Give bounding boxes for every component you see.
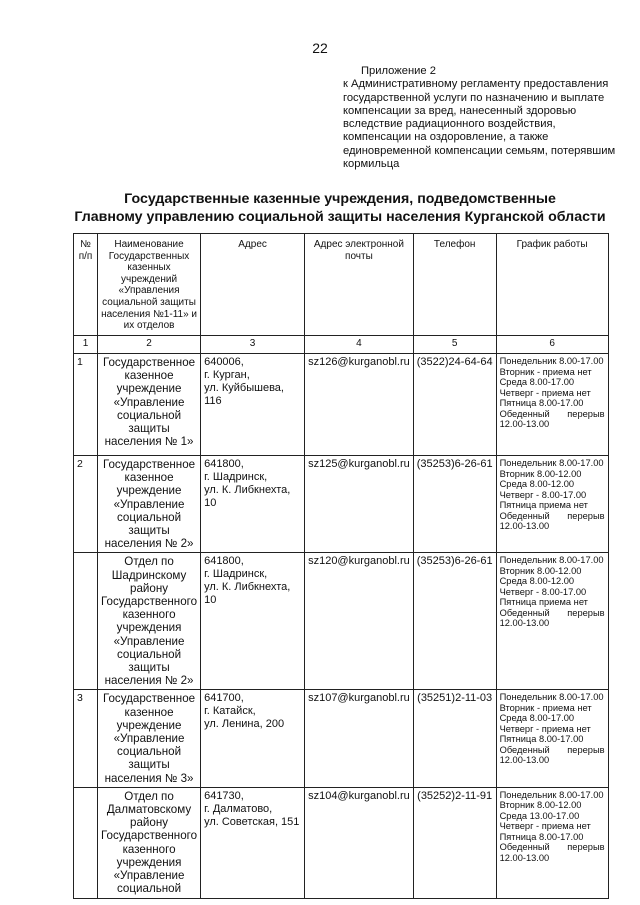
appendix-block — [343, 65, 633, 171]
appendix-line: вследствие радиационного воздействия, — [343, 118, 556, 131]
phone-cell: (35253)6-26-61 — [413, 553, 496, 690]
address-cell — [201, 456, 305, 553]
address-cell — [201, 354, 305, 456]
column-number: 4 — [305, 336, 414, 354]
lunch-time: 12.00-13.00 — [499, 618, 550, 629]
schedule-line: Вторник - приема нет — [499, 702, 592, 713]
table-header-row — [74, 234, 609, 336]
row-number — [74, 787, 98, 898]
table-row — [74, 456, 609, 553]
break-word: перерыв — [567, 842, 605, 853]
column-number: 2 — [98, 336, 201, 354]
schedule-line: Среда 8.00-17.00 — [499, 377, 575, 387]
schedule-line: Понедельник 8.00-17.00 — [499, 789, 604, 800]
institution-name: Государственное казенное учреждение «Управление социальной защиты населения № 1» — [98, 354, 201, 456]
table-row — [74, 354, 609, 456]
header-phone: Телефон — [413, 234, 496, 336]
lunch-break-line — [500, 409, 605, 420]
schedule-line: Среда 8.00-12.00 — [499, 576, 575, 587]
lunch-time: 12.00-13.00 — [499, 521, 550, 531]
schedule-line: Среда 8.00-17.00 — [499, 713, 575, 724]
email-cell: sz104@kurganobl.ru — [305, 787, 414, 898]
institution-name: Отдел по Далматовскому району Государственного казенного учреждения «Управление социальной — [98, 787, 201, 898]
lunch-time: 12.00-13.00 — [499, 419, 550, 429]
column-number: 3 — [201, 336, 305, 354]
appendix-title: Приложение 2 — [361, 65, 436, 77]
schedule-line: Четверг - приема нет — [499, 723, 591, 734]
institution-name: Государственное казенное учреждение «Управление социальной защиты населения № 3» — [98, 690, 201, 787]
row-number: 2 — [74, 456, 98, 553]
appendix-line: к Административному регламенту предоставления — [343, 78, 609, 91]
row-number: 1 — [74, 354, 98, 456]
row-number — [74, 553, 98, 690]
schedule-line: Пятница приема нет — [499, 597, 588, 608]
schedule-line: Четверг - 8.00-17.00 — [499, 586, 587, 597]
schedule-cell — [496, 690, 608, 787]
header-name: Наименование Государственных казенных учреждений «Управления социальной защиты населения №1-11» и их отделов — [98, 234, 201, 336]
schedule-line: Среда 8.00-12.00 — [499, 479, 575, 489]
institution-name: Отдел по Шадринскому району Государственного казенного учреждения «Управление социальной защиты населения № 2» — [98, 553, 201, 690]
address-line: 641800, — [204, 458, 244, 470]
address-line: ул. Советская, 151 — [204, 815, 300, 828]
schedule-line: Четверг - 8.00-17.00 — [499, 489, 587, 500]
table-row — [74, 553, 609, 690]
break-word: перерыв — [567, 510, 605, 521]
email-cell: sz120@kurganobl.ru — [305, 553, 414, 690]
heading-line-2: Главному управлению социальной защиты населения Курганской области — [74, 209, 606, 225]
lunch-word: Обеденный — [499, 842, 550, 853]
email-cell: sz126@kurganobl.ru — [305, 354, 414, 456]
page-number: 22 — [312, 40, 328, 56]
schedule-line: Пятница приема нет — [499, 500, 588, 510]
schedule-cell — [496, 787, 608, 898]
lunch-break-line — [500, 842, 605, 853]
header-address: Адрес — [201, 234, 305, 336]
document-heading — [60, 190, 620, 226]
schedule-line: Пятница 8.00-17.00 — [499, 831, 584, 842]
lunch-break-line — [500, 745, 605, 756]
column-number: 5 — [413, 336, 496, 354]
schedule-line: Понедельник 8.00-17.00 — [499, 555, 604, 566]
phone-cell: (35252)2-11-91 — [413, 787, 496, 898]
schedule-line: Четверг - приема нет — [499, 821, 591, 832]
institutions-table — [73, 233, 609, 899]
address-line: 641730, — [204, 789, 244, 802]
phone-cell: (35251)2-11-03 — [413, 690, 496, 787]
table-row — [74, 787, 609, 898]
column-number-row — [74, 336, 609, 354]
appendix-line: кормильца — [343, 158, 400, 171]
institution-name: Государственное казенное учреждение «Управление социальной защиты населения № 2» — [98, 456, 201, 553]
column-number: 1 — [74, 336, 98, 354]
schedule-line: Вторник - приема нет — [499, 366, 592, 377]
phone-cell: (3522)24-64-64 — [413, 354, 496, 456]
schedule-line: Вторник 8.00-12.00 — [499, 468, 582, 479]
email-cell: sz107@kurganobl.ru — [305, 690, 414, 787]
address-line: ул. К. Либкнехта, 10 — [204, 581, 291, 607]
header-email: Адрес электронной почты — [305, 234, 414, 336]
schedule-line: Вторник 8.00-12.00 — [499, 800, 582, 811]
row-number: 3 — [74, 690, 98, 787]
break-word: перерыв — [567, 607, 605, 618]
schedule-line: Пятница 8.00-17.00 — [499, 398, 584, 408]
email-cell: sz125@kurganobl.ru — [305, 456, 414, 553]
address-line: г. Катайск, — [204, 705, 256, 718]
address-cell — [201, 690, 305, 787]
appendix-line: компенсации на оздоровление, а также — [343, 131, 549, 144]
appendix-line: государственной услуги по назначению и выплате — [343, 91, 605, 104]
lunch-break-line — [500, 608, 605, 619]
schedule-cell — [496, 456, 608, 553]
phone-cell: (35253)6-26-61 — [413, 456, 496, 553]
schedule-line: Четверг - приема нет — [499, 387, 591, 398]
lunch-break-line — [500, 511, 605, 522]
schedule-line: Вторник 8.00-12.00 — [499, 565, 582, 576]
address-line: 640006, — [204, 356, 244, 368]
address-line: г. Шадринск, — [204, 568, 268, 581]
lunch-word: Обеденный — [499, 510, 550, 521]
schedule-line: Понедельник 8.00-17.00 — [499, 692, 604, 703]
schedule-line: Понедельник 8.00-17.00 — [499, 356, 604, 366]
table-row — [74, 690, 609, 787]
address-cell — [201, 553, 305, 690]
heading-line-1: Государственные казенные учреждения, подведомственные — [124, 191, 556, 207]
address-line: 641700, — [204, 692, 244, 705]
lunch-word: Обеденный — [499, 408, 550, 419]
address-line: г. Курган, — [204, 369, 250, 381]
column-number: 6 — [496, 336, 608, 354]
break-word: перерыв — [567, 408, 605, 419]
schedule-line: Пятница 8.00-17.00 — [499, 734, 584, 745]
lunch-time: 12.00-13.00 — [499, 755, 550, 766]
address-line: ул. Ленина, 200 — [204, 718, 285, 731]
appendix-line: единовременной компенсации семьям, потерявшим — [343, 144, 616, 157]
lunch-time: 12.00-13.00 — [499, 852, 550, 863]
address-line: г. Далматово, — [204, 802, 273, 815]
break-word: перерыв — [567, 744, 605, 755]
lunch-word: Обеденный — [499, 607, 550, 618]
address-cell — [201, 787, 305, 898]
header-number: № п/п — [74, 234, 98, 336]
address-line: ул. К. Либкнехта, 10 — [204, 484, 291, 509]
address-line: ул. Куйбышева, 116 — [204, 382, 284, 407]
schedule-line: Понедельник 8.00-17.00 — [499, 458, 604, 468]
schedule-line: Среда 13.00-17.00 — [499, 810, 580, 821]
appendix-line: компенсации за вред, нанесенный здоровью — [343, 104, 577, 117]
schedule-cell — [496, 553, 608, 690]
address-line: г. Шадринск, — [204, 471, 268, 483]
lunch-word: Обеденный — [499, 744, 550, 755]
address-line: 641800, — [204, 555, 244, 568]
schedule-cell — [496, 354, 608, 456]
header-schedule: График работы — [496, 234, 608, 336]
